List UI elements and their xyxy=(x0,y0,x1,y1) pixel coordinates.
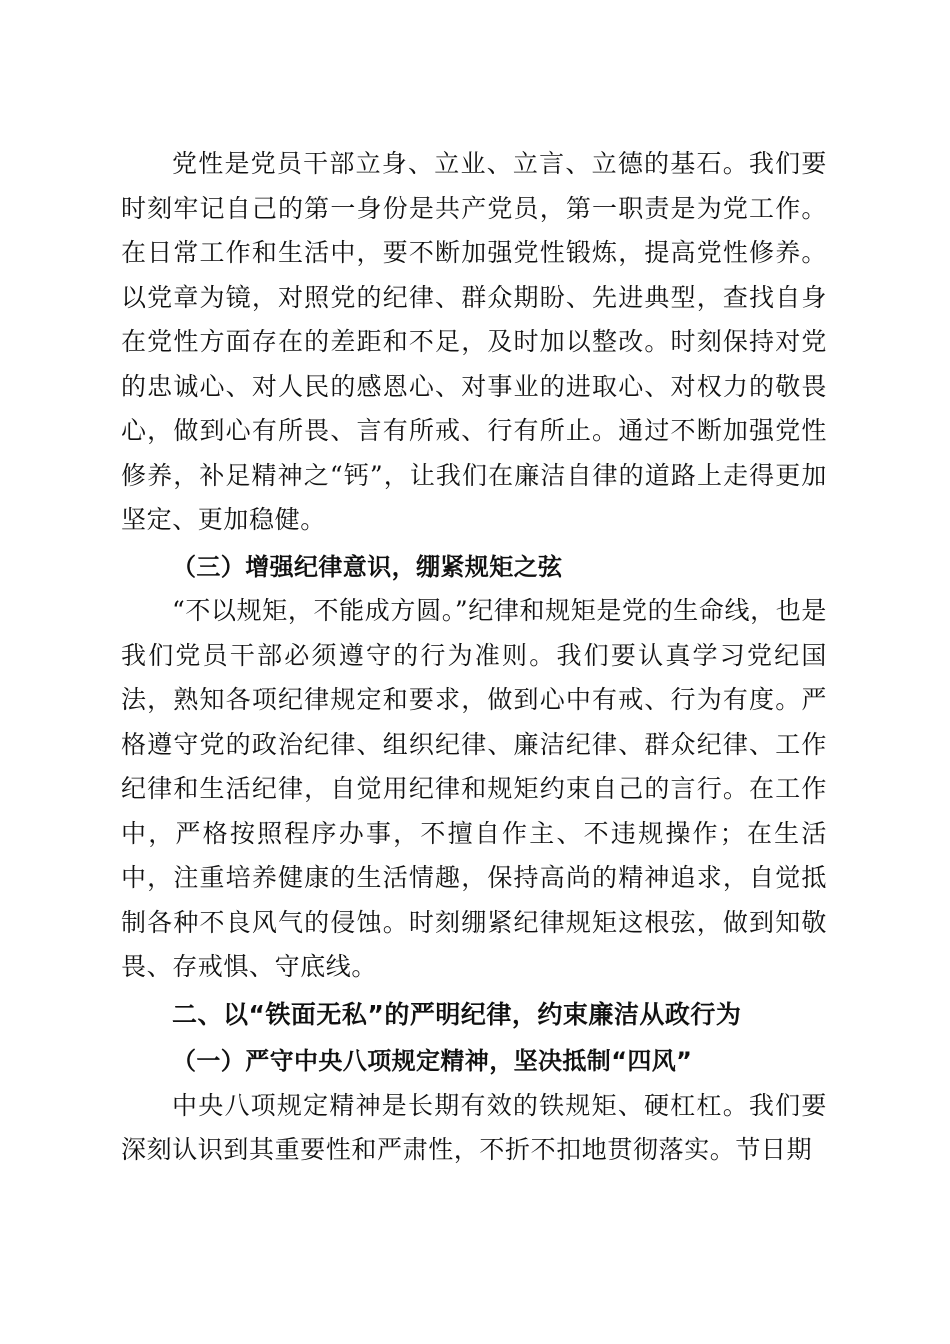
section-heading-eight-regulations: （一）严守中央八项规定精神，坚决抵制“四风” xyxy=(172,1047,693,1075)
chapter-heading-strict-discipline: 二、以“铁面无私”的严明纪律，约束廉洁从政行为 xyxy=(172,999,742,1029)
paragraph-party-spirit: 党性是党员干部立身、立业、立言、立德的基石。我们要时刻牢记自己的第一身份是共产党员，第一职责是为党工作。在日常工作和生活中，要不断加强党性锻炼，提高党性修养。以党章为镜，对照党的纪律、群众期盼、先进典型，查找自身在党性方面存在的差距和不足，及时加以整改。时刻保持对党的忠诚心、对人民的感恩心、对事业的进取心、对权力的敬畏心，做到心有所畏、言有所戒、行有所止。通过不断加强党性修养，补足精神之“钙”，让我们在廉洁自律的道路上走得更加坚定、更加稳健。 xyxy=(121,149,827,534)
paragraph-rules-and-discipline: “不以规矩，不能成方圆。”纪律和规矩是党的生命线，也是我们党员干部必须遵守的行为准则。我们要认真学习党纪国法，熟知各项纪律规定和要求，做到心中有戒、行为有度。严格遵守党的政治纪律、组织纪律、廉洁纪律、群众纪律、工作纪律和生活纪律，自觉用纪律和规矩约束自己的言行。在工作中，严格按照程序办事，不擅自作主、不违规操作；在生活中，注重培养健康的生活情趣，保持高尚的精神追求，自觉抵制各种不良风气的侵蚀。时刻绷紧纪律规矩这根弦，做到知敬畏、存戒惧、守底线。 xyxy=(121,596,827,981)
section-heading-discipline-awareness: （三）增强纪律意识，绷紧规矩之弦 xyxy=(172,552,563,581)
document-body xyxy=(121,142,827,1173)
paragraph-eight-regulations: 中央八项规定精神是长期有效的铁规矩、硬杠杠。我们要深刻认识到其重要性和严肃性，不折不扣地贯彻落实。节日期 xyxy=(121,1090,827,1164)
